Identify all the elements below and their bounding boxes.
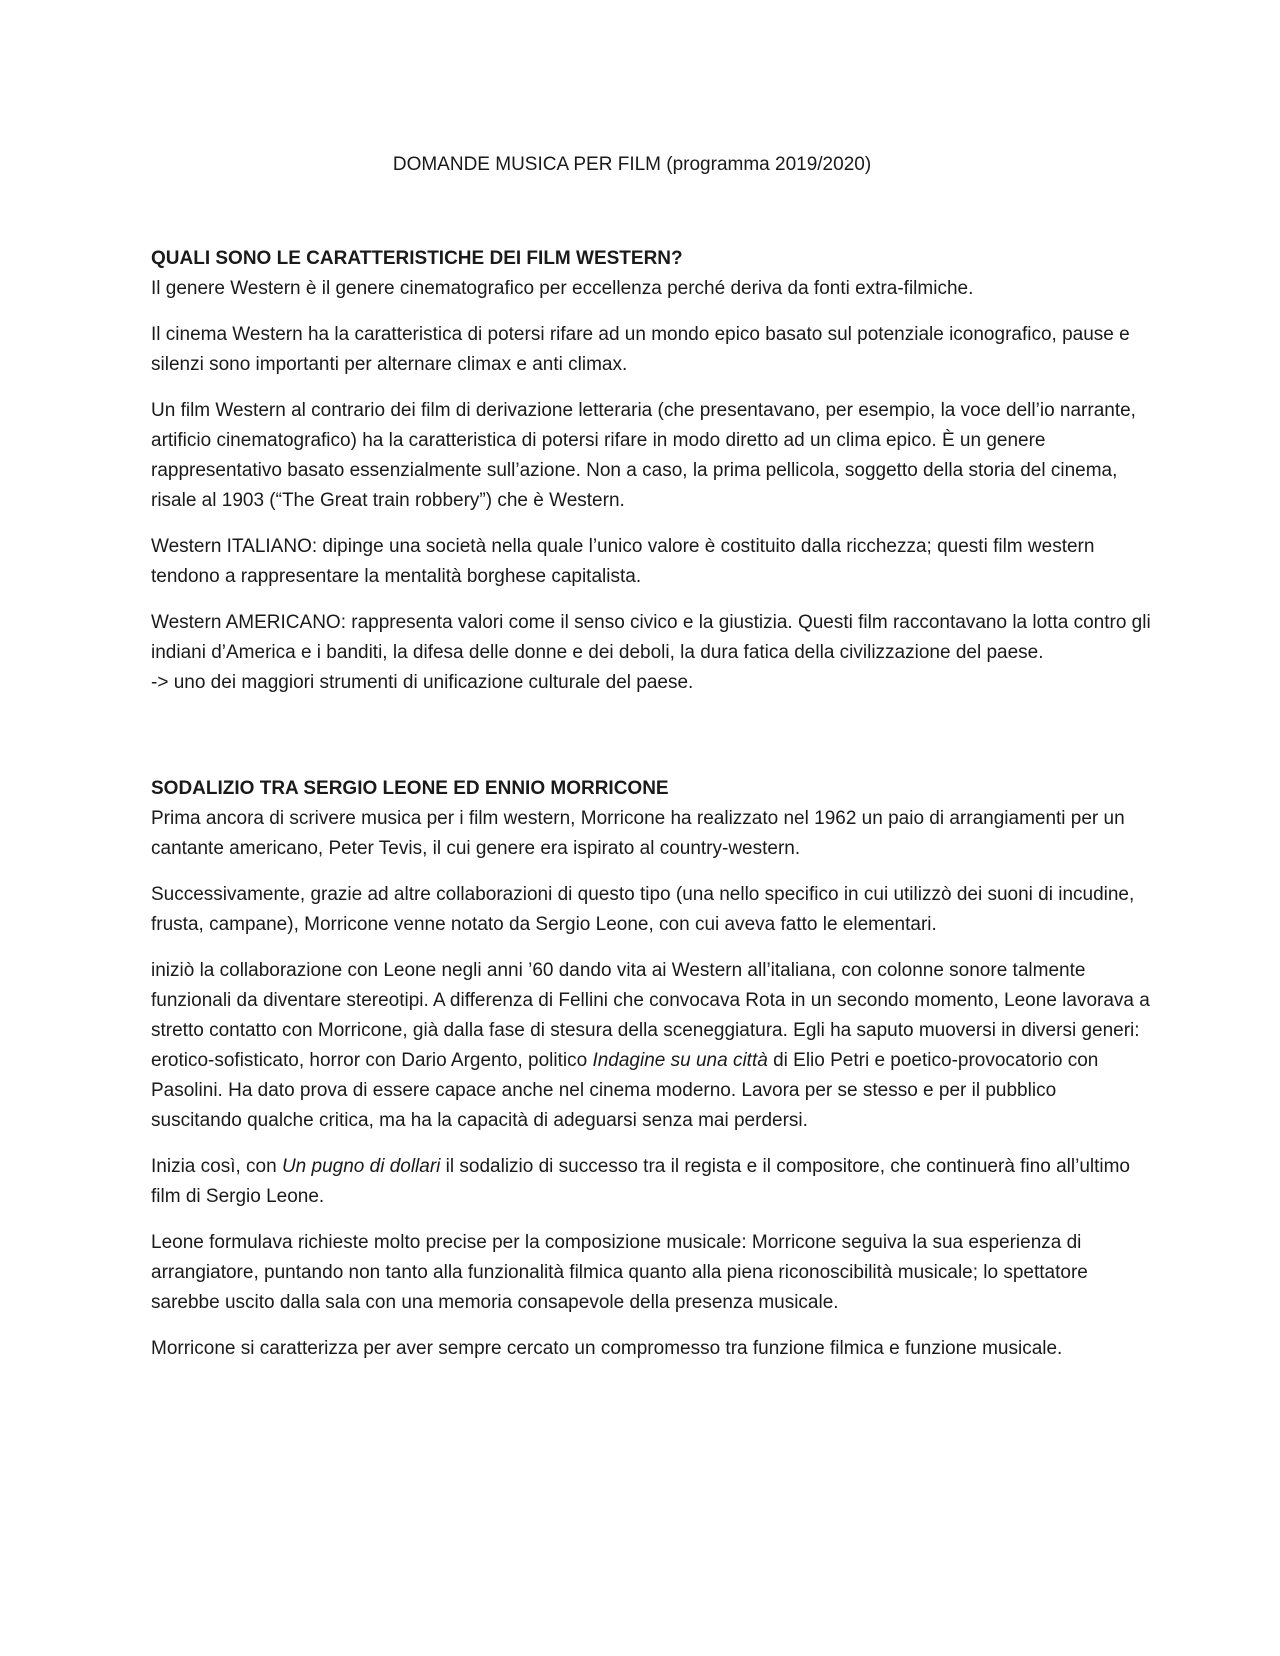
paragraph-text: Inizia così, con: [151, 1156, 282, 1177]
paragraph: Morricone si caratterizza per aver sempre cercato un compromesso tra funzione filmica e funzione musicale.: [151, 1338, 1063, 1359]
section-leone-morricone: [151, 774, 1151, 1364]
paragraph-text: Western AMERICANO: rappresenta valori come il senso civico e la giustizia. Questi film raccontavano la lotta contro gli indiani d’America e i banditi, la difesa delle donne e dei deboli, la dura fatica della civilizzazione del paese.: [151, 612, 1151, 663]
document-page: [151, 150, 1151, 1380]
paragraph-text: il sodalizio di successo tra il regista e il compositore, che continuerà fino all’ultimo film di Sergio Leone.: [151, 1156, 1131, 1207]
section-western-characteristics: [151, 244, 1151, 698]
paragraph: Il genere Western è il genere cinematografico per eccellenza perché deriva da fonti extra-filmiche.: [151, 278, 974, 299]
paragraph: Il cinema Western ha la caratteristica di potersi rifare ad un mondo epico basato sul potenziale iconografico, pause e silenzi sono importanti per alternare climax e anti climax.: [151, 324, 1130, 375]
paragraph-text: iniziò la collaborazione con Leone negli anni ’60 dando vita ai Western all’italiana, con colonne sonore talmente funzionali da diventare stereotipi. A differenza di Fellini che convocava Rota in un secondo momento, Leone lavorava a stretto contatto con Morricone, già dalla fase di stesura della sceneggiatura. Egli ha saputo muoversi in diversi generi: erotico-sofisticato, horror con Dario Argento, politico: [151, 960, 1150, 1071]
paragraph: Successivamente, grazie ad altre collaborazioni di questo tipo (una nello specifico in cui utilizzò dei suoni di incudine, frusta, campane), Morricone venne notato da Sergio Leone, con cui aveva fatto le elementari.: [151, 884, 1135, 935]
paragraph: Leone formulava richieste molto precise per la composizione musicale: Morricone seguiva la sua esperienza di arrangiatore, puntando non tanto alla funzionalità filmica quanto alla piena riconoscibilità musicale; lo spettatore sarebbe uscito dalla sala con una memoria consapevole della presenza musicale.: [151, 1232, 1088, 1313]
paragraph: [151, 608, 1151, 698]
film-title: Un pugno di dollari: [281, 1156, 441, 1177]
document-title: DOMANDE MUSICA PER FILM (programma 2019/2020): [392, 154, 872, 175]
film-title: Indagine su una città: [592, 1050, 768, 1071]
paragraph-text: di Elio Petri e poetico-provocatorio con Pasolini. Ha dato prova di essere capace anche nel cinema moderno. Lavora per se stesso e per il pubblico suscitando qualche critica, ma ha la capacità di adeguarsi senza mai perdersi.: [151, 1050, 1099, 1131]
section-heading: SODALIZIO TRA SERGIO LEONE ED ENNIO MORRICONE: [151, 778, 669, 799]
paragraph: Un film Western al contrario dei film di derivazione letteraria (che presentavano, per esempio, la voce dell’io narrante, artificio cinematografico) ha la caratteristica di potersi rifare in modo diretto ad un clima epico. È un genere rappresentativo basato essenzialmente sull’azione. Non a caso, la prima pellicola, soggetto della storia del cinema, risale al 1903 (“The Great train robbery”) che è Western.: [151, 400, 1136, 511]
section-heading: QUALI SONO LE CARATTERISTICHE DEI FILM WESTERN?: [151, 248, 683, 269]
paragraph: Western ITALIANO: dipinge una società nella quale l’unico valore è costituito dalla ricchezza; questi film western tendono a rappresentare la mentalità borghese capitalista.: [151, 536, 1095, 587]
paragraph-arrow-note: -> uno dei maggiori strumenti di unificazione culturale del paese.: [151, 672, 694, 693]
paragraph: [151, 956, 1151, 1136]
paragraph: [151, 1152, 1151, 1212]
paragraph: Prima ancora di scrivere musica per i film western, Morricone ha realizzato nel 1962 un paio di arrangiamenti per un cantante americano, Peter Tevis, il cui genere era ispirato al country-western.: [151, 808, 1125, 859]
